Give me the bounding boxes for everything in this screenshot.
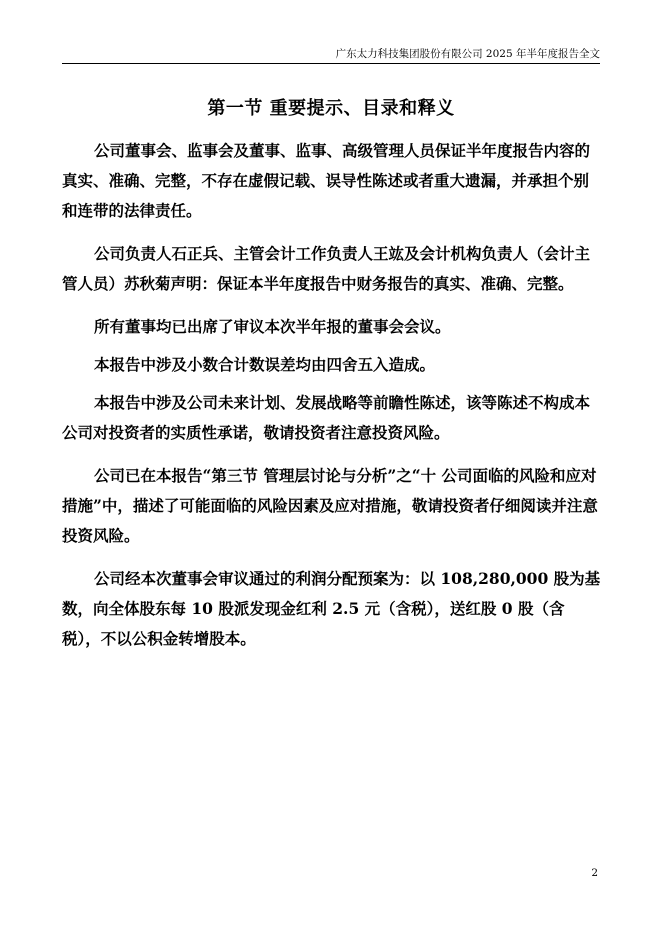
paragraph-risk-reference: 公司已在本报告“第三节 管理层讨论与分析”之“十 公司面临的风险和应对措施”中，描述了可能面临的风险因素及应对措施，敬请投资者仔细阅读并注意投资风险。 xyxy=(62,466,598,545)
paragraph-financial-officers-declaration: 公司负责人石正兵、主管会计工作负责人王竑及会计机构负责人（会计主管人员）苏秋菊声明：保证本半年度报告中财务报告的真实、准确、完整。 xyxy=(62,244,591,293)
paragraph-board-attendance: 所有董事均已出席了审议本次半年报的董事会会议。 xyxy=(94,317,451,336)
paragraph-forward-looking: 本报告中涉及公司未来计划、发展战略等前瞻性陈述，该等陈述不构成本公司对投资者的实质性承诺，敬请投资者注意投资风险。 xyxy=(62,393,591,442)
page-number: 2 xyxy=(591,867,598,879)
paragraph-rounding-note: 本报告中涉及小数合计数误差均由四舍五入造成。 xyxy=(94,355,436,374)
paragraph-responsibility-statement: 公司董事会、监事会及董事、监事、高级管理人员保证半年度报告内容的真实、准确、完整，不存在虚假记载、误导性陈述或者重大遗漏，并承担个别和连带的法律责任。 xyxy=(62,141,591,220)
header-divider xyxy=(62,63,600,64)
paragraph-profit-distribution: 公司经本次董事会审议通过的利润分配预案为：以 108,280,000 股为基数，向全体股东每 10 股派发现金红利 2.5 元（含税），送红股 0 股（含税），不以公积金转增股本。 xyxy=(62,569,601,648)
document-body xyxy=(62,136,602,667)
running-header: 广东太力科技集团股份有限公司 2025 年半年度报告全文 xyxy=(335,48,600,60)
section-title: 第一节 重要提示、目录和释义 xyxy=(207,98,455,119)
